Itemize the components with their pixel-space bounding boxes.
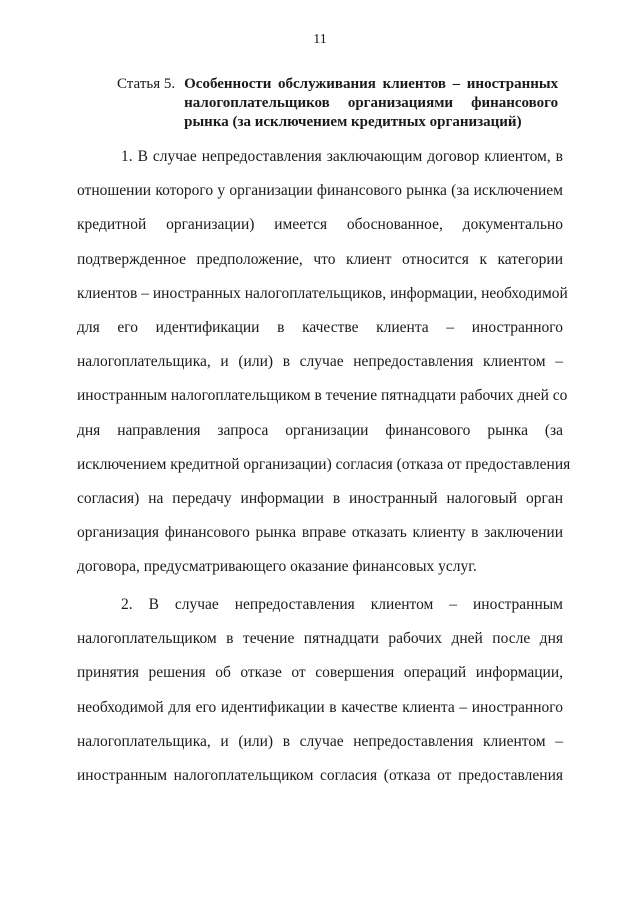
text-line: подтвержденное предположение, что клиент относится к категории [77,250,563,268]
text-line: отношении которого у организации финансового рынка (за исключением [77,182,563,200]
article-title [184,75,558,132]
text-line: 1. В случае непредоставления заключающим договор клиентом, в [121,148,563,165]
text-line: принятия решения об отказе от совершения операций информации, [77,664,563,682]
text-line: необходимой для его идентификации в качестве клиента – иностранного [77,698,563,716]
text-line: исключением кредитной организации) согласия (отказа от предоставления [77,455,571,473]
article-title-line: рынка (за исключением кредитных организаций) [184,114,522,130]
article-label: Статья 5. [117,76,176,92]
page-number: 11 [313,32,327,47]
text-line: согласия) на передачу информации в иностранный налоговый орган [77,489,563,507]
article-title-line: налогоплательщиков организациями финансового [184,95,559,111]
text-line: клиентов – иностранных налогоплательщиков, информации, необходимой [77,284,568,302]
text-line: иностранным налогоплательщиком в течение пятнадцати рабочих дней со [77,387,568,405]
article-heading [117,75,567,132]
paragraph-1 [77,140,571,584]
text-line: 2. В случае непредоставления клиентом – иностранным [121,596,563,613]
text-line: для его идентификации в качестве клиента – иностранного [77,318,563,336]
text-line: организация финансового рынка вправе отказать клиенту в заключении [77,524,563,542]
paragraph-2 [77,588,563,793]
text-line: налогоплательщика, и (или) в случае непредоставления клиентом – [77,732,563,750]
text-line: иностранным налогоплательщиком согласия (отказа от предоставления [77,766,563,784]
text-line: налогоплательщика, и (или) в случае непредоставления клиентом – [77,353,563,371]
article-title-line: Особенности обслуживания клиентов – иностранных [184,76,559,92]
text-line: договора, предусматривающего оказание финансовых услуг. [77,558,477,576]
text-line: дня направления запроса организации финансового рынка (за [77,421,563,439]
text-line: налогоплательщиком в течение пятнадцати рабочих дней после дня [77,630,563,648]
text-line: кредитной организации) имеется обоснованное, документально [77,216,563,234]
